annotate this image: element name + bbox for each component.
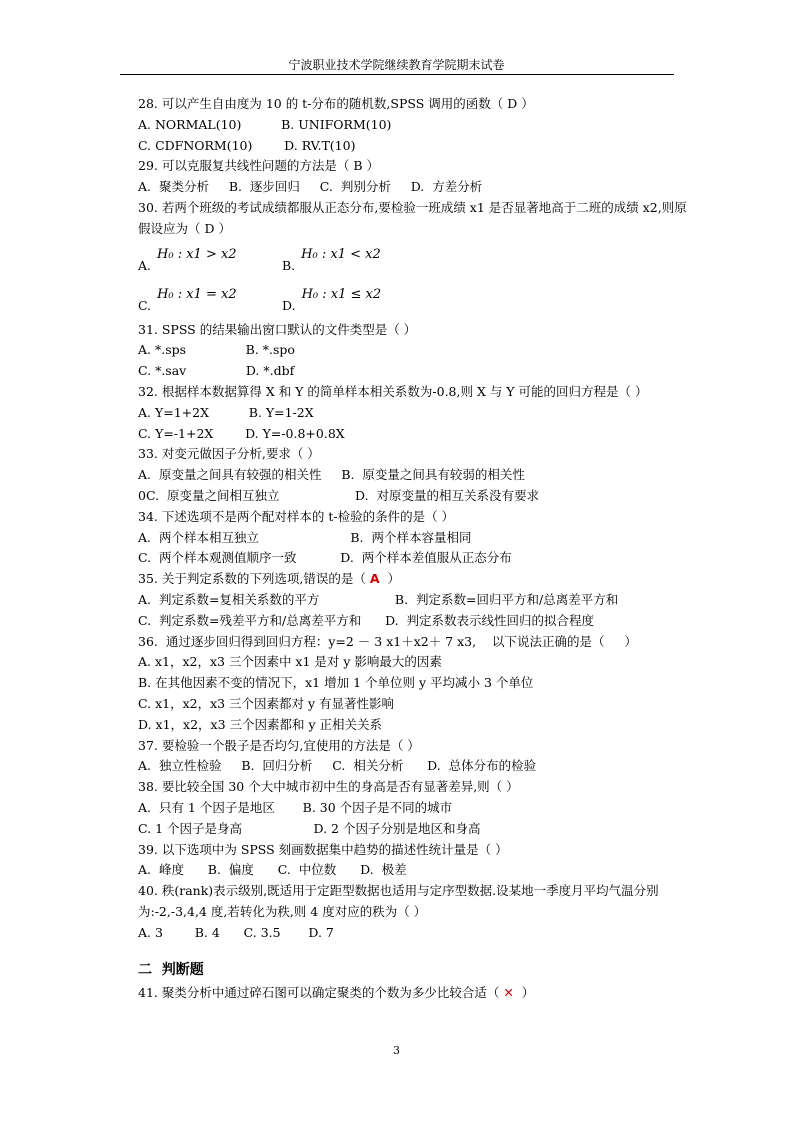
q29-options: A. 聚类分析 B. 逐步回归 C. 判别分析 D. 方差分析	[138, 179, 483, 195]
q35-stem-close: ）	[379, 571, 400, 587]
page-content	[138, 94, 698, 1004]
q36-stem: 36. 通过逐步回归得到回归方程：y=2 － 3 x1＋x2＋ 7 x3, 以下说法正确的是（ ）	[138, 633, 637, 649]
q32-options-2: C. Y=-1+2X D. Y=-0.8+0.8X	[138, 425, 345, 441]
q31-options-1: A. *.sps B. *.spo	[138, 342, 295, 358]
q28-options-2: C. CDFNORM(10) D. RV.T(10)	[138, 137, 356, 153]
q32-options-1: A. Y=1+2X B. Y=1-2X	[138, 404, 314, 420]
q38-options-1: A. 只有 1 个因子是地区 B. 30 个因子是不同的城市	[138, 799, 453, 815]
q34-stem: 34. 下述选项不是两个配对样本的 t-检验的条件的是（ ）	[138, 508, 455, 524]
q38-options-2: C. 1 个因子是身高 D. 2 个因子分别是地区和身高	[138, 820, 481, 836]
q35-answer: A	[369, 571, 380, 587]
q30-option-c: C.H₀ : x1 = x2	[138, 286, 237, 313]
q41-answer-cross-icon: ✕	[503, 985, 514, 1001]
q40-stem: 40. 秩(rank)表示级别,既适用于定距型数据也适用与定序型数据.设某地一季度月平均气温分别为:-2,-3,4,4 度,若转化为秩,则 4 度对应的秩为（ ）	[138, 883, 659, 919]
page-header: 宁波职业技术学院继续教育学院期末试卷	[288, 58, 505, 72]
q41-stem	[138, 983, 698, 1004]
q30-options-cd	[138, 280, 698, 320]
q35-options-1: A. 判定系数=复相关系数的平方 B. 判定系数=回归平方和/总离差平方和	[138, 591, 619, 607]
q38-stem: 38. 要比较全国 30 个大中城市初中生的身高是否有显著差异,则（ ）	[138, 779, 519, 795]
q28-options-1: A. NORMAL(10) B. UNIFORM(10)	[138, 116, 392, 132]
q33-options-1: A. 原变量之间具有较强的相关性 B. 原变量之间具有较弱的相关性	[138, 467, 525, 483]
q30-stem: 30. 若两个班级的考试成绩都服从正态分布,要检验一班成绩 x1 是否显著地高于二班的成绩 x2,则原假设应为（ D ）	[138, 199, 687, 236]
q30-options-ab	[138, 240, 698, 280]
q29-stem: 29. 可以克服复共线性问题的方法是（ B ）	[138, 158, 379, 174]
q40-options: A. 3 B. 4 C. 3.5 D. 7	[138, 924, 334, 940]
q36-option-b: B. 在其他因素不变的情况下，x1 增加 1 个单位则 y 平均减小 3 个单位	[138, 675, 534, 691]
section-heading-true-false: 二 判断题	[138, 962, 204, 979]
q37-options: A. 独立性检验 B. 回归分析 C. 相关分析 D. 总体分布的检验	[138, 758, 537, 774]
q35-stem-text: 35. 关于判定系数的下列选项,错误的是（	[138, 571, 370, 587]
q34-options-2: C. 两个样本观测值顺序一致 D. 两个样本差值服从正态分布	[138, 550, 512, 566]
q30-option-a: A.H₀ : x1 > x2	[138, 246, 237, 273]
q35-stem	[138, 569, 698, 590]
q31-stem: 31. SPSS 的结果输出窗口默认的文件类型是（ ）	[138, 321, 417, 337]
q39-stem: 39. 以下选项中为 SPSS 刻画数据集中趋势的描述性统计量是（ ）	[138, 841, 508, 857]
q32-stem: 32. 根据样本数据算得 X 和 Y 的简单样本相关系数为-0.8,则 X 与 Y 可能的回归方程是（ ）	[138, 383, 648, 399]
q30-option-d: D.H₀ : x1 ≤ x2	[282, 286, 382, 313]
page-number: 3	[393, 1044, 400, 1057]
q35-options-2: C. 判定系数=残差平方和/总离差平方和 D. 判定系数表示线性回归的拟合程度	[138, 612, 595, 628]
header-rule	[120, 74, 674, 75]
q41-stem-close: ）	[513, 985, 535, 1001]
q30-option-b: B.H₀ : x1 < x2	[282, 246, 381, 273]
q36-option-d: D. x1，x2，x3 三个因素都和 y 正相关关系	[138, 716, 383, 732]
q33-options-2: 0C. 原变量之间相互独立 D. 对原变量的相互关系没有要求	[138, 487, 539, 503]
q31-options-2: C. *.sav D. *.dbf	[138, 363, 295, 379]
q41-stem-text: 41. 聚类分析中通过碎石图可以确定聚类的个数为多少比较合适（	[138, 985, 504, 1001]
q37-stem: 37. 要检验一个骰子是否均匀,宜使用的方法是（ ）	[138, 737, 420, 753]
q36-option-c: C. x1，x2，x3 三个因素都对 y 有显著性影响	[138, 695, 395, 711]
q33-stem: 33. 对变元做因子分析,要求（ ）	[138, 446, 320, 462]
q34-options-1: A. 两个样本相互独立 B. 两个样本容量相同	[138, 529, 472, 545]
q39-options: A. 峰度 B. 偏度 C. 中位数 D. 极差	[138, 862, 407, 878]
q28-stem: 28. 可以产生自由度为 10 的 t-分布的随机数,SPSS 调用的函数（ D ）	[138, 96, 534, 111]
q36-option-a: A. x1，x2，x3 三个因素中 x1 是对 y 影响最大的因素	[138, 654, 442, 670]
